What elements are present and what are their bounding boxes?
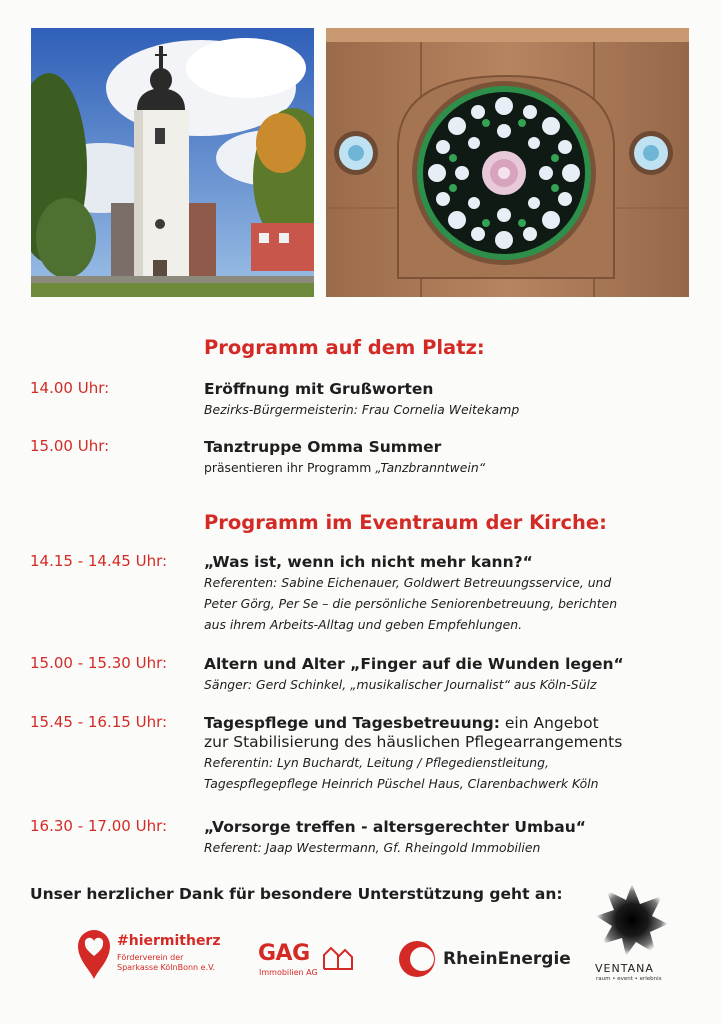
entry-title: Tanztruppe Omma Summer [204, 438, 442, 456]
hiermitherz-line2: Sparkasse KölnBonn e.V. [117, 963, 216, 972]
sponsor-ventana [592, 884, 672, 984]
schedule-entry [30, 817, 695, 859]
rheinenergie-circle-icon [398, 940, 436, 978]
heading-program-platz: Programm auf dem Platz: [204, 336, 485, 359]
heart-pin-icon [76, 926, 112, 980]
schedule-entry [30, 713, 695, 801]
entry-time: 16.30 - 17.00 Uhr: [30, 817, 168, 835]
schedule-entry [30, 552, 695, 636]
thanks-text: Unser herzlicher Dank für besondere Unterstützung geht an: [30, 885, 563, 903]
entry-detail: Peter Görg, Per Se – die persönliche Seniorenbetreuung, berichten [204, 596, 618, 611]
gag-sub: Immobilien AG [259, 968, 318, 977]
hiermitherz-name: #hiermitherz [117, 933, 221, 949]
entry-title: „Vorsorge treffen - altersgerechter Umbau“ [204, 818, 586, 836]
entry-title-rest: ein Angebot [499, 714, 599, 732]
entry-title-line2: zur Stabilisierung des häuslichen Pflegearrangements [204, 733, 623, 751]
entry-detail: Referent: Jaap Westermann, Gf. Rheingold Immobilien [204, 840, 541, 855]
gag-name: GAG [258, 941, 310, 966]
sponsor-hiermitherz [76, 926, 236, 984]
sponsor-gag [258, 941, 358, 981]
entry-title: „Was ist, wenn ich nicht mehr kann?“ [204, 553, 533, 571]
ventana-star-icon [596, 884, 668, 956]
entry-detail: aus ihrem Arbeits-Alltag und geben Empfehlungen. [204, 617, 523, 632]
entry-time: 15.00 - 15.30 Uhr: [30, 654, 168, 672]
entry-detail: Referenten: Sabine Eichenauer, Goldwert Betreuungsservice, und [204, 575, 612, 590]
entry-detail: Bezirks-Bürgermeisterin: Frau Cornelia Weitekamp [204, 402, 520, 417]
entry-title-bold: Tagespflege und Tagesbetreuung: [204, 714, 500, 732]
entry-detail-prefix: präsentieren ihr Programm [204, 460, 376, 475]
entry-detail: Tagespflegepflege Heinrich Püschel Haus, Clarenbachwerk Köln [204, 776, 599, 791]
entry-time: 14.15 - 14.45 Uhr: [30, 552, 168, 570]
entry-detail: Sänger: Gerd Schinkel, „musikalischer Journalist“ aus Köln-Sülz [204, 677, 597, 692]
house-outline-icon [322, 943, 354, 971]
ventana-name: VENTANA [595, 962, 654, 975]
entry-time: 15.45 - 16.15 Uhr: [30, 713, 168, 731]
ventana-tagline: raum • event • erlebnis [596, 976, 662, 982]
entry-detail: Referentin: Lyn Buchardt, Leitung / Pflegedienstleitung, [204, 755, 549, 770]
schedule-entry [30, 437, 695, 477]
entry-title [204, 713, 699, 733]
schedule-entry [30, 379, 695, 419]
entry-title: Eröffnung mit Grußworten [204, 380, 434, 398]
church-tower-photo [31, 28, 314, 297]
entry-detail [204, 457, 699, 478]
rheinenergie-name: RheinEnergie [443, 949, 571, 969]
sponsor-rheinenergie [398, 940, 571, 980]
rose-window-photo [326, 28, 689, 297]
entry-detail-program-name: „Tanzbranntwein“ [375, 460, 486, 475]
entry-time: 14.00 Uhr: [30, 379, 110, 397]
entry-title: Altern und Alter „Finger auf die Wunden legen“ [204, 655, 624, 673]
entry-time: 15.00 Uhr: [30, 437, 110, 455]
heading-program-kirche: Programm im Eventraum der Kirche: [204, 511, 607, 534]
schedule-entry [30, 654, 695, 696]
hiermitherz-line1: Förderverein der [117, 953, 184, 962]
